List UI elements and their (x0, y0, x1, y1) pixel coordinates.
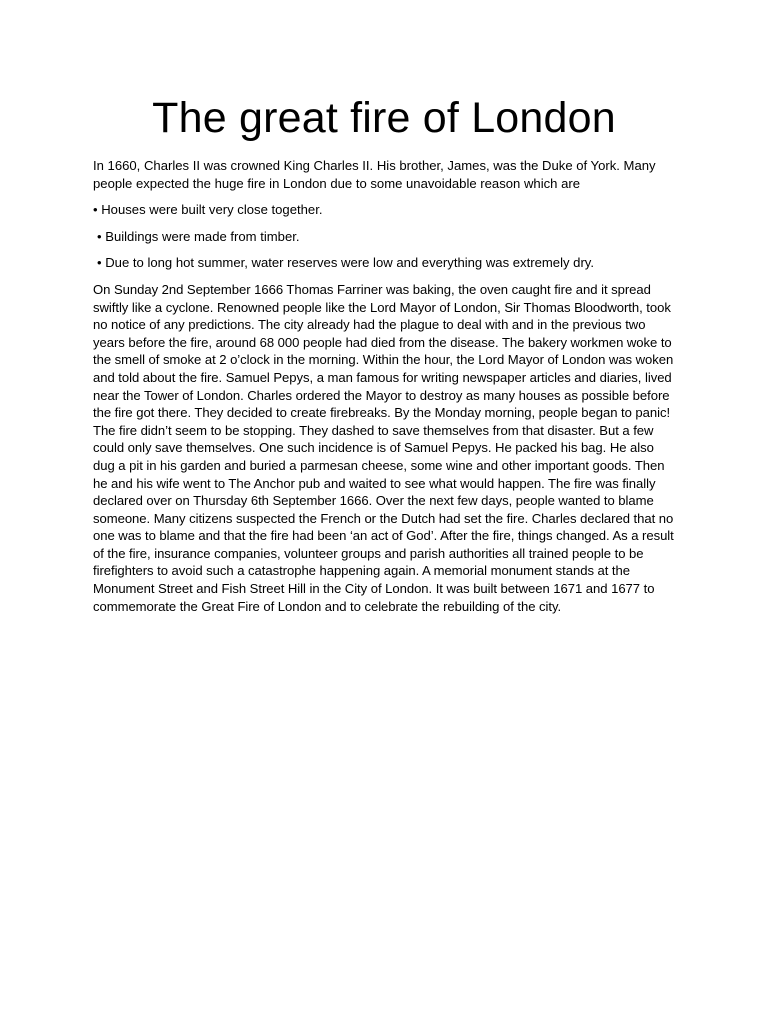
bullet-item: • Houses were built very close together. (93, 202, 323, 218)
intro-paragraph: In 1660, Charles II was crowned King Charles II. His brother, James, was the Duke of York. Many people expected the huge fire in London due to some unavoidable reason which are (93, 158, 656, 191)
body-paragraph: On Sunday 2nd September 1666 Thomas Farriner was baking, the oven caught fire and it spread swiftly like a cyclone. Renowned people like the Lord Mayor of London, Sir Thomas Bloodworth, took no notice of any predictions. The city already had the plague to deal with and in the previous two years before the fire, around 68 000 people had died from the disease. The bakery workmen woke to the smell of smoke at 2 o’clock in the morning. Within the hour, the Lord Mayor of London was woken and told about the fire. Samuel Pepys, a man famous for writing newspaper articles and diaries, lived near the Tower of London. Charles ordered the Mayor to destroy as many houses as possible before the fire got there. They decided to create firebreaks. By the Monday morning, people began to panic! The fire didn’t seem to be stopping. They dashed to save themselves from that disaster. But a few could only save themselves. One such incidence is of Samuel Pepys. He packed his bag. He also dug a pit in his garden and buried a parmesan cheese, some wine and other important goods. Then he and his wife went to The Anchor pub and waited to see what would happen. The fire was finally declared over on Thursday 6th September 1666. Over the next few days, people wanted to blame someone. Many citizens suspected the French or the Dutch had set the fire. Charles declared that no one was to blame and that the fire had been ‘an act of God’. After the fire, things changed. As a result of the fire, insurance companies, volunteer groups and parish authorities all trained people to be firefighters to avoid such a catastrophe happening again. A memorial monument stands at the Monument Street and Fish Street Hill in the City of London. It was built between 1671 and 1677 to commemorate the Great Fire of London and to celebrate the rebuilding of the city. (93, 281, 674, 614)
bullet-item: • Due to long hot summer, water reserves were low and everything was extremely dry. (97, 255, 595, 271)
document-title: The great fire of London (152, 94, 616, 142)
document-content (93, 157, 677, 615)
bullet-item: • Buildings were made from timber. (97, 228, 300, 244)
